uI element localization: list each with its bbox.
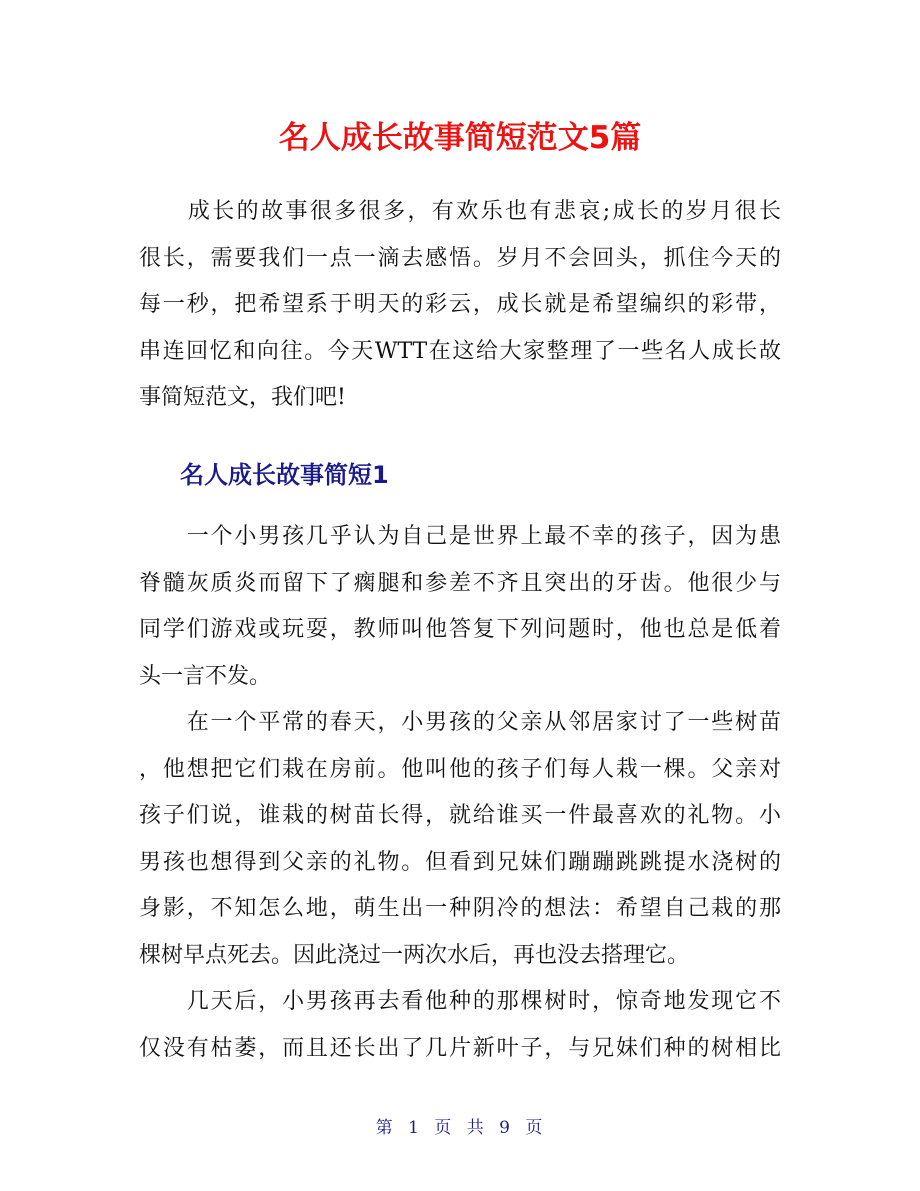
intro-paragraph <box>139 189 781 422</box>
intro-line: 串连回忆和向往。今天WTT在这给大家整理了一些名人成长故 <box>139 338 781 364</box>
paragraph-line: 同学们游戏或玩耍，教师叫他答复下列问题时，他也总是低着 <box>139 617 781 642</box>
paragraph-line: 一个小男孩几乎认为自己是世界上最不幸的孩子，因为患 <box>139 524 781 549</box>
paragraph-line: ，他想把它们栽在房前。他叫他的孩子们每人栽一棵。父亲对 <box>139 756 781 782</box>
story-paragraph-1 <box>139 514 781 700</box>
paragraph-line: 几天后，小男孩再去看他种的那棵树时，惊奇地发现它不 <box>139 989 781 1014</box>
intro-line: 事简短范文，我们吧! <box>139 385 346 410</box>
paragraph-line: 在一个平常的春天，小男孩的父亲从邻居家讨了一些树苗 <box>139 710 781 735</box>
intro-line: 很长，需要我们一点一滴去感悟。岁月不会回头，抓住今天的 <box>139 245 781 271</box>
paragraph-line: 棵树早点死去。因此浇过一两次水后，再也没去搭理它。 <box>139 942 690 968</box>
story-paragraph-3 <box>139 979 781 1072</box>
document-title: 名人成长故事简短范文5篇 <box>278 120 642 156</box>
paragraph-line: 孩子们说，谁栽的树苗长得，就给谁买一件最喜欢的礼物。小 <box>139 803 781 828</box>
intro-line: 成长的故事很多很多，有欢乐也有悲哀;成长的岁月很长 <box>139 199 781 224</box>
paragraph-line: 脊髓灰质炎而留下了瘸腿和参差不齐且突出的牙齿。他很少与 <box>139 570 781 596</box>
paragraph-line: 头一言不发。 <box>139 663 272 689</box>
page-footer: 第 1 页 共 9 页 <box>375 1118 545 1138</box>
paragraph-line: 仅没有枯萎，而且还长出了几片新叶子，与兄妹们种的树相比 <box>139 1035 781 1061</box>
paragraph-line: 男孩也想得到父亲的礼物。但看到兄妹们蹦蹦跳跳提水浇树的 <box>139 849 781 875</box>
section-heading: 名人成长故事简短1 <box>180 461 389 489</box>
story-paragraph-2 <box>139 700 781 979</box>
paragraph-line: 身影，不知怎么地，萌生出一种阴冷的想法：希望自己栽的那 <box>139 896 781 921</box>
intro-line: 每一秒，把希望系于明天的彩云，成长就是希望编织的彩带， <box>139 292 781 317</box>
